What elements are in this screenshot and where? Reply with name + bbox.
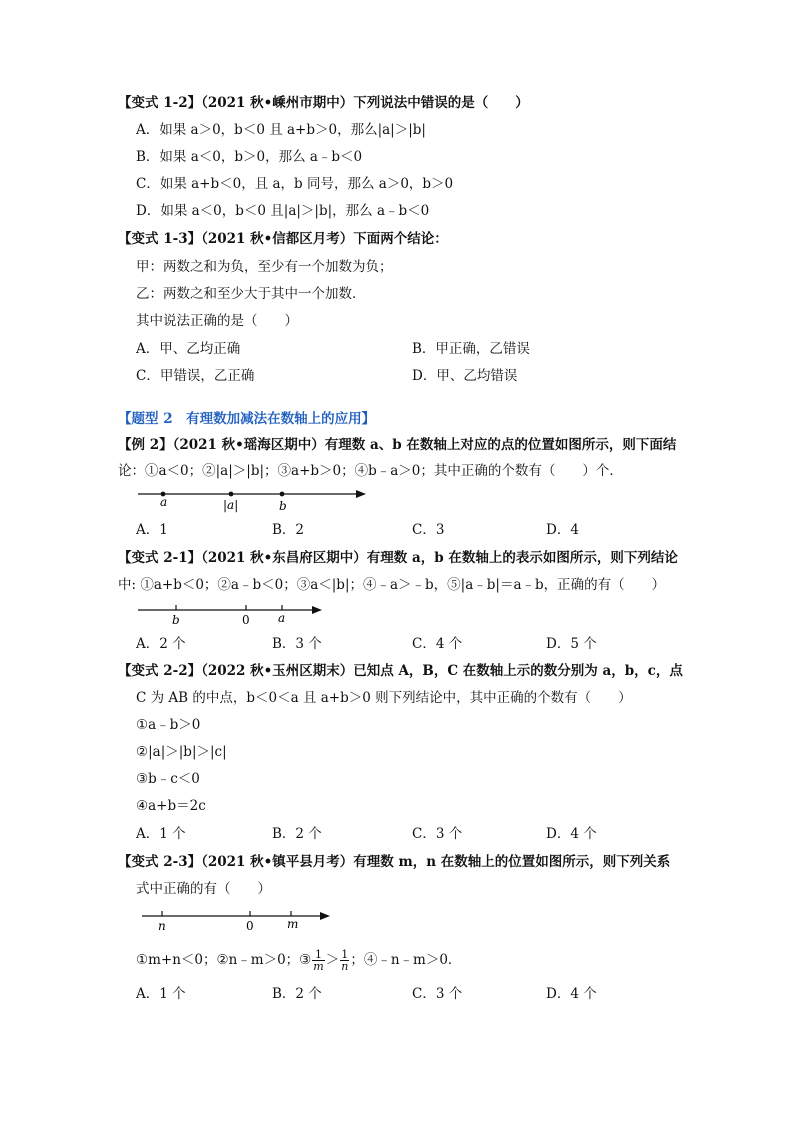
problem-2-2-conclusion-2: ②|a|＞|b|＞|c| — [136, 744, 227, 760]
problem-2-2-conclusion-4: ④a+b＝2c — [136, 798, 206, 814]
fraction-numerator: 1 — [312, 949, 324, 961]
problem-2-2-stem-line2: C 为 AB 的中点，b＜0＜a 且 a+b＞0 则下列结论中，其中正确的个数有（ ） — [136, 690, 632, 706]
problem-1-3-option-b: B．甲正确，乙错误 — [412, 341, 530, 357]
fraction-one-over-n — [340, 949, 349, 972]
problem-1-2-option-c: C．如果 a+b＜0，且 a，b 同号，那么 a＞0，b＞0 — [136, 176, 454, 192]
fraction-one-over-m — [312, 949, 324, 972]
label-b: b — [172, 613, 180, 627]
problem-1-3-question: 其中说法正确的是（ ） — [136, 313, 298, 329]
label-a: a — [160, 495, 168, 509]
example-2-stem-line1: 【例 2】（2021 秋•瑶海区期中）有理数 a、b 在数轴上对应的点的位置如图所示，则下面结 — [118, 437, 677, 453]
problem-2-2-option-d: D．4 个 — [546, 826, 597, 842]
problem-2-1-option-a: A．2 个 — [136, 636, 186, 652]
label-a: a — [278, 611, 286, 625]
label-b: b — [279, 499, 287, 513]
problem-2-3-stem-line2: 式中正确的有（ ） — [136, 881, 271, 897]
problem-2-3-option-b: B．2 个 — [272, 986, 322, 1002]
problem-2-3-option-a: A．1 个 — [136, 986, 186, 1002]
label-m: m — [287, 917, 299, 931]
problem-1-3-option-c: C．甲错误，乙正确 — [136, 368, 255, 384]
example-2-option-b: B．2 — [272, 522, 305, 538]
fraction-numerator: 1 — [341, 948, 349, 961]
fraction-denominator: m — [313, 960, 324, 973]
problem-2-2-conclusion-3: ③b﹣c＜0 — [136, 771, 200, 787]
fraction-denominator: n — [341, 960, 349, 973]
problem-1-3-statement-jia: 甲：两数之和为负，至少有一个加数为负； — [136, 259, 393, 275]
conclusions-prefix: ①m+n＜0；②n﹣m＞0；③ — [136, 952, 312, 968]
section-heading: 【题型 2 有理数加减法在数轴上的应用】 — [118, 411, 376, 427]
problem-2-1-stem-line2: 中: ①a+b＜0；②a﹣b＜0；③a＜|b|；④﹣a＞﹣b，⑤|a﹣b|＝a﹣b，正确的有（ ） — [118, 577, 666, 593]
conclusions-suffix: ；④﹣n﹣m＞0． — [350, 952, 462, 968]
problem-1-3-statement-yi: 乙：两数之和至少大于其中一个加数． — [136, 286, 366, 302]
problem-2-2-stem-line1: 【变式 2-2】（2022 秋•玉州区期末）已知点 A，B，C 在数轴上示的数分别为 a，b，c，点 — [118, 663, 683, 679]
problem-1-2-stem: 【变式 1-2】（2021 秋•嵊州市期中）下列说法中错误的是（ ） — [118, 95, 529, 111]
point-b — [280, 492, 285, 497]
example-2-option-d: D．4 — [546, 522, 579, 538]
problem-1-3-option-d: D．甲、乙均错误 — [412, 368, 518, 384]
problem-2-1-option-d: D．5 个 — [546, 636, 597, 652]
problem-2-3-option-c: C．3 个 — [412, 986, 463, 1002]
problem-1-3-stem: 【变式 1-3】（2021 秋•信都区月考）下面两个结论： — [118, 231, 448, 247]
problem-2-3-conclusions — [136, 948, 461, 972]
problem-2-2-option-b: B．2 个 — [272, 826, 322, 842]
example-2-option-c: C．3 — [412, 522, 445, 538]
problem-1-3-option-a: A．甲、乙均正确 — [136, 341, 241, 357]
problem-2-1-stem-line1: 【变式 2-1】（2021 秋•东昌府区期中）有理数 a，b 在数轴上的表示如图所示，则下列结论 — [118, 550, 678, 566]
problem-1-2-option-a: A．如果 a＞0，b＜0 且 a+b＞0，那么|a|＞|b| — [136, 122, 426, 138]
problem-2-3-stem-line1: 【变式 2-3】（2021 秋•镇平县月考）有理数 m，n 在数轴上的位置如图所示，则下列关系 — [118, 854, 671, 870]
number-line-arrow — [312, 606, 322, 614]
problem-2-2-option-a: A．1 个 — [136, 826, 186, 842]
problem-2-2-option-c: C．3 个 — [412, 826, 463, 842]
label-abs-a: |a| — [223, 498, 239, 512]
number-line-arrow — [356, 490, 366, 498]
example-2-stem-line2: 论：①a＜0；②|a|＞|b|；③a+b＞0；④b﹣a＞0；其中正确的个数有（ ）个． — [118, 463, 623, 479]
example-2-option-a: A．1 — [136, 522, 168, 538]
problem-2-2-conclusion-1: ①a﹣b＞0 — [136, 717, 201, 733]
example-2-number-line — [134, 484, 370, 516]
problem-2-3-number-line — [138, 906, 338, 934]
number-line-arrow — [320, 912, 330, 920]
problem-2-1-option-b: B．3 个 — [272, 636, 322, 652]
problem-2-1-option-c: C．4 个 — [412, 636, 463, 652]
problem-2-3-option-d: D．4 个 — [546, 986, 597, 1002]
problem-2-1-number-line — [134, 600, 330, 628]
problem-1-2-option-d: D．如果 a＜0，b＜0 且|a|＞|b|，那么 a﹣b＜0 — [136, 203, 430, 219]
point-abs-a — [229, 492, 234, 497]
label-zero: 0 — [246, 919, 254, 933]
label-zero: 0 — [242, 613, 250, 627]
greater-than-sign: ＞ — [325, 952, 340, 968]
problem-1-2-option-b: B．如果 a＜0，b＞0，那么 a﹣b＜0 — [136, 149, 363, 165]
label-n: n — [158, 919, 166, 933]
